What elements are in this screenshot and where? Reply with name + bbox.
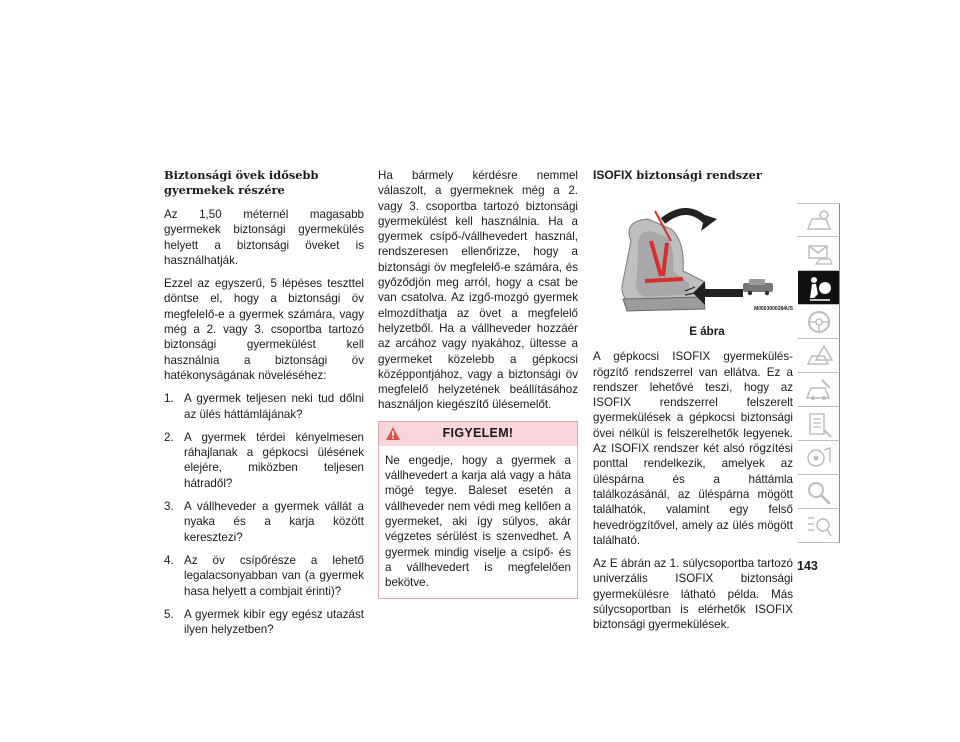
isofix-child-seat-illustration: [593, 201, 793, 321]
list-number: 1.: [164, 392, 174, 406]
tab-getting-to-know-vehicle[interactable]: [798, 203, 840, 237]
section-heading-isofix: [593, 168, 793, 183]
column-left: [164, 168, 364, 645]
tab-controls[interactable]: [798, 237, 840, 271]
heading-rest: biztonsági rendszer: [632, 168, 762, 182]
list-number: 2.: [164, 430, 174, 444]
list-item: [164, 607, 364, 638]
warning-text: Ne engedje, hogy a gyermek a vállhevedert a karja alá vagy a háta mögé tegye. Baleset esetén a vállheveder nem védi meg kellően a gyermeket, aki így súlyos, akár végzetes sérülést is szenvedhet. A gyermek mindig viselje a csípő- és a vállhevedert is megfelelően bekötve.: [385, 453, 571, 590]
list-text: A gyermek térdei kényelmesen ráhajlanak a gépkocsi ülésének elejére, miközben teljesen hátradől?: [184, 430, 364, 490]
warning-triangle-icon: [385, 426, 401, 441]
list-text: Az öv csípőrésze a lehető legalacsonyabban van (a gyermek hasa helyett a combjait érinti)?: [184, 553, 364, 598]
tab-in-case-of-emergency[interactable]: [798, 339, 840, 373]
tab-technical-specifications[interactable]: [798, 407, 840, 441]
figure-caption: E ábra: [689, 325, 725, 338]
tab-starting-and-operating[interactable]: [798, 305, 840, 339]
list-text: A gyermek teljesen neki tud dőlni az ülés háttámlájának?: [184, 392, 364, 421]
paragraph: Az E ábrán az 1. súlycsoportba tartozó univerzális ISOFIX biztonsági gyermekülésre látható példa. Más súlycsoportban is elérhetők ISOFIX biztonsági gyermekülések.: [593, 557, 793, 632]
airbag-passenger-icon: [804, 274, 834, 302]
heading-isofix-word: ISOFIX: [593, 168, 633, 182]
paragraph: Ha bármely kérdésre nemmel válaszolt, a gyermeknek még a 2. vagy 3. csoportba tartozó biztonsági gyermekülést kell használnia. Ha a gyermek csípő-/vállhevedert használ, rendszeresen ellenőrizze, hogy a biztonsági öv megfelelő-e számára, és győződjön meg arról, hogy a csat be van csatolva. Az izgő-mozgó gyermek elmozdíthatja az övet a megfelelő helyzetből. Ha a vállheveder hozzáér az arcához vagy nyakához, ültesse a gyermeket közelebb a gépkocsi középpontjához, vagy a biztonsági öv megfelelő helyzetének beállításához használjon kiegészítő ülésemelőt.: [378, 169, 578, 412]
specifications-icon: [804, 410, 834, 438]
page-number: 143: [797, 559, 818, 573]
list-item: [164, 391, 364, 422]
list-text: A vállheveder a gyermek vállát a nyaka és a karja között keresztezi?: [184, 500, 364, 544]
tab-search[interactable]: [798, 475, 840, 509]
figure-part-code: M0503000284US: [754, 305, 793, 312]
paragraph: A gépkocsi ISOFIX gyermekülés-rögzítő rendszerrel van ellátva. Ez a rendszer lehetővé teszi, hogy az ISOFIX rendszerrel felszerelt gyermekülések a gépkocsi biztonsági övei nélkül is felszerelhetők legyenek. Az ISOFIX rendszer két alsó rögzítési ponttal rendelkezik, amelyek az üléspárna és a háttámla találkozásánál, az üléspárna mögött találhatók, valamint egy felső hevedrögzítővel, amely az ülés mögött található.: [593, 350, 793, 547]
media-icon: [804, 444, 834, 472]
car-dashboard-icon: [804, 207, 834, 235]
tab-safety[interactable]: [798, 271, 840, 305]
column-right: [593, 168, 793, 641]
steering-wheel-icon: [804, 308, 834, 336]
list-item: [164, 499, 364, 545]
list-number: 5.: [164, 607, 174, 621]
warning-box: [378, 421, 578, 600]
list-number: 3.: [164, 500, 174, 514]
warning-title: FIGYELEM!: [442, 426, 514, 441]
tab-index[interactable]: [798, 509, 840, 543]
section-heading-older-children: Biztonsági övek idősebb gyermekek részére: [164, 168, 319, 197]
warning-car-icon: [804, 342, 834, 370]
mail-car-icon: [804, 240, 834, 268]
list-text: A gyermek kibír egy egész utazást ilyen helyzetben?: [184, 607, 364, 637]
chapter-tabs: [798, 203, 840, 543]
tab-servicing-and-maintenance[interactable]: [798, 373, 840, 407]
paragraph: Az 1,50 méternél magasabb gyermekek biztonsági gyermekülés helyett a biztonsági öveket is használhatják.: [164, 208, 364, 267]
paragraph: Ezzel az egyszerű, 5 lépéses teszttel döntse el, hogy a biztonsági öv megfelelő-e a gyermek számára, vagy még a 2. vagy 3. csoportba tartozó biztonsági gyermekülést kell használnia a biztonsági öv hatékonyságának növeléséhez:: [164, 277, 364, 382]
column-middle: [378, 168, 578, 607]
list-number: 4.: [164, 553, 174, 567]
warning-body: [379, 446, 577, 599]
test-steps-list: [164, 391, 364, 637]
list-item: [164, 553, 364, 599]
search-icon: [804, 478, 834, 506]
service-car-icon: [804, 376, 834, 404]
tab-multimedia[interactable]: [798, 441, 840, 475]
list-item: [164, 430, 364, 491]
warning-header: [379, 422, 577, 446]
index-icon: [804, 512, 834, 540]
